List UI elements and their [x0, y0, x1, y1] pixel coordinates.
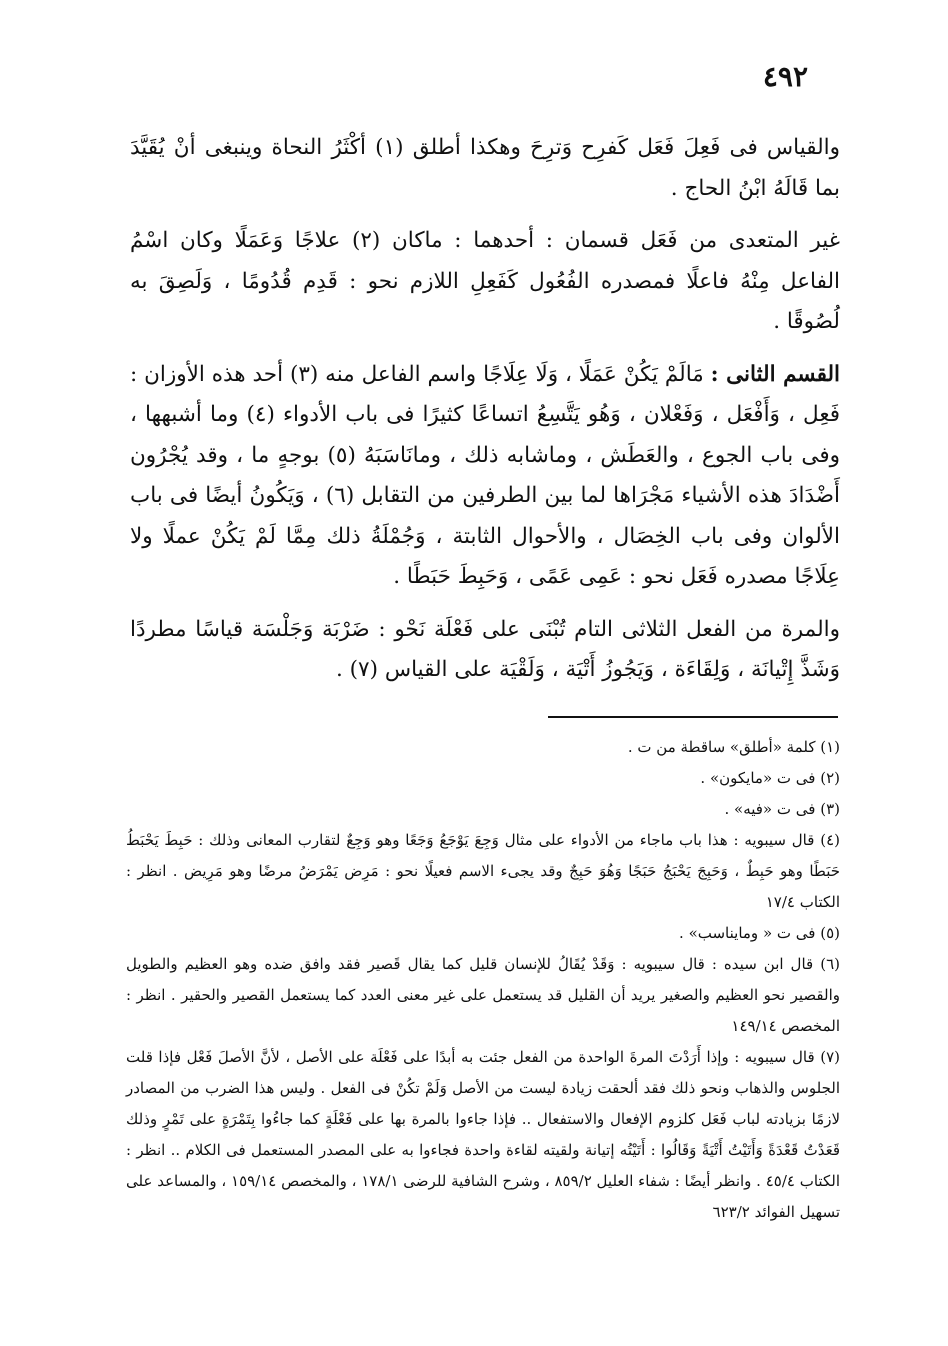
- page-number: ٤٩٢: [762, 60, 808, 93]
- footnote: (٧) قال سيبويه : وإذا أَرَدْتَ المرةَ الواحدة من الفعل جئت به أبدًا على فَعْلَة على الأصل ، لأنَّ الأصلَ فَعْل فإذا قلت الجلوس والذهاب ونحو ذلك فقد ألحقت زيادة ليست من الأصل وَلَمْ تكُنْ فى الفعل . وليس هذا الضرب من المصادر لازمًا بزيادته لباب فَعَل كلزوم الإفعال والاستفعال .. فإذا جاءوا بالمرة بها على فَعْلَةٍ كما جاءُوا بِتَمْرَةٍ على تَمْرٍ وذلك قَعَدْتُ قَعْدَةً وَأَتَيْتُ أَتْيَةً وَقَالُوا : أَتَيْتُه إتيانة ولقيته لقاءة واحدة فجاءوا به على المصدر المستعمل فى الكلام .. انظر : الكتاب ٤٥/٤ . وانظر أيضًا : شفاء العليل ٨٥٩/٢ ، وشرح الشافية للرضى ١٧٨/١ ، والمخصص ١٥٩/١٤ ، والمساعد على تسهيل الفوائد ٦٢٣/٢: [126, 1048, 840, 1221]
- paragraph: والمرة من الفعل الثلاثى التام تُبْنَى على فَعْلَة نَحْو : ضَرْبَة وَجَلْسَة قياسًا مطردًا وَشَذَّ إِتْيانَة ، وَلِقَاءَة ، وَيَجُوزُ أَتْيَة ، وَلَقْيَة على القياس (٧) .: [130, 616, 840, 682]
- main-text: [130, 128, 840, 703]
- footnote: (٣) فى ت «فيه» .: [724, 800, 840, 818]
- section-text: مَالَمْ يَكُنْ عَمَلًا ، وَلَا عِلَاجًا واسم الفاعل منه (٣) أحد هذه الأوزان : فَعِل ، وَأَفْعَل ، وَفَعْلان ، وَهُو يَتَّسِعُ اتساعًا كثيرًا فى باب الأدواء (٤) وما أشبهها ، وفى باب الجوع ، والعَطَش ، وماشابه ذلك ، ومانَاسَبَهُ (٥) بوجهٍ ما ، وقد يُجْرُون أَضْدَادَ هذه الأشياء مَجْرَاها لما بين الطرفين من التقابل (٦) ، وَيَكُونُ أيضًا فى باب الألوان وفى باب الخِصَال ، والأحوال الثابتة ، وَجُمْلَةُ ذلك مِمَّا لَمْ يَكُنْ عملًا ولا عِلَاجًا مصدره فَعَل نحو : عَمِى عَمًى ، وَحَبِطَ حَبَطًا .: [130, 361, 840, 589]
- footnote: (٤) قال سيبويه : هذا باب ماجاء من الأدواء على مثال وَجِعَ يَوْجَعُ وَجَعًا وهو وَجِعٌ لتقارب المعانى وذلك : حَبِطَ يَحْبَطُ حَبَطًا وهو حَبِطٌ ، وَحَبِجَ يَحْبَجُ حَبَجًا وَهُوَ حَبِجٌ وقد يجىء الاسم فعيلًا نحو : مَرِض يَمْرَضُ مرضًا وهو مَرِيض . انظر : الكتاب ١٧/٤: [126, 831, 840, 911]
- paragraph: والقياس فى فَعِلَ فَعَل كَفرِح وَترِحَ وهكذا أطلق (١) أكْثَرُ النحاة وينبغى أنْ يُقَيَّدَ بما قَالَهُ ابْنُ الحاج .: [130, 135, 840, 201]
- footnote: (٢) فى ت «مايكون» .: [700, 769, 840, 787]
- footnotes: [126, 732, 840, 1228]
- footnote: (١) كلمة «أطلق» ساقطة من ت .: [627, 738, 840, 756]
- footnote: (٥) فى ت « ومايناسب» .: [679, 924, 840, 942]
- footnote-divider: [548, 716, 838, 718]
- footnote: (٦) قال ابن سيده : قال سيبويه : وَقَدْ يُقَالُ للإنسان قليل كما يقال قَصير فقد وافق ضده وهو العظيم والطويل والقصير نحو العظيم والصغير يريد أن القليل قد يستعمل على غير معنى العدد كما يستعمل القصير والحقير . انظر : المخصص ١٤٩/١٤: [126, 955, 840, 1035]
- section-heading: القسم الثانى :: [710, 361, 841, 387]
- section-paragraph: [130, 355, 840, 598]
- paragraph: غير المتعدى من فَعَل قسمان : أحدهما : ماكان (٢) علاجًا وَعَمَلًا وكان اسْمُ الفاعل مِنْهُ فاعلًا فمصدره الفُعُول كَفَعِلِ اللازم نحو : قَدِم قُدُومًا ، وَلَصِقَ به لُصُوقًا .: [130, 228, 840, 334]
